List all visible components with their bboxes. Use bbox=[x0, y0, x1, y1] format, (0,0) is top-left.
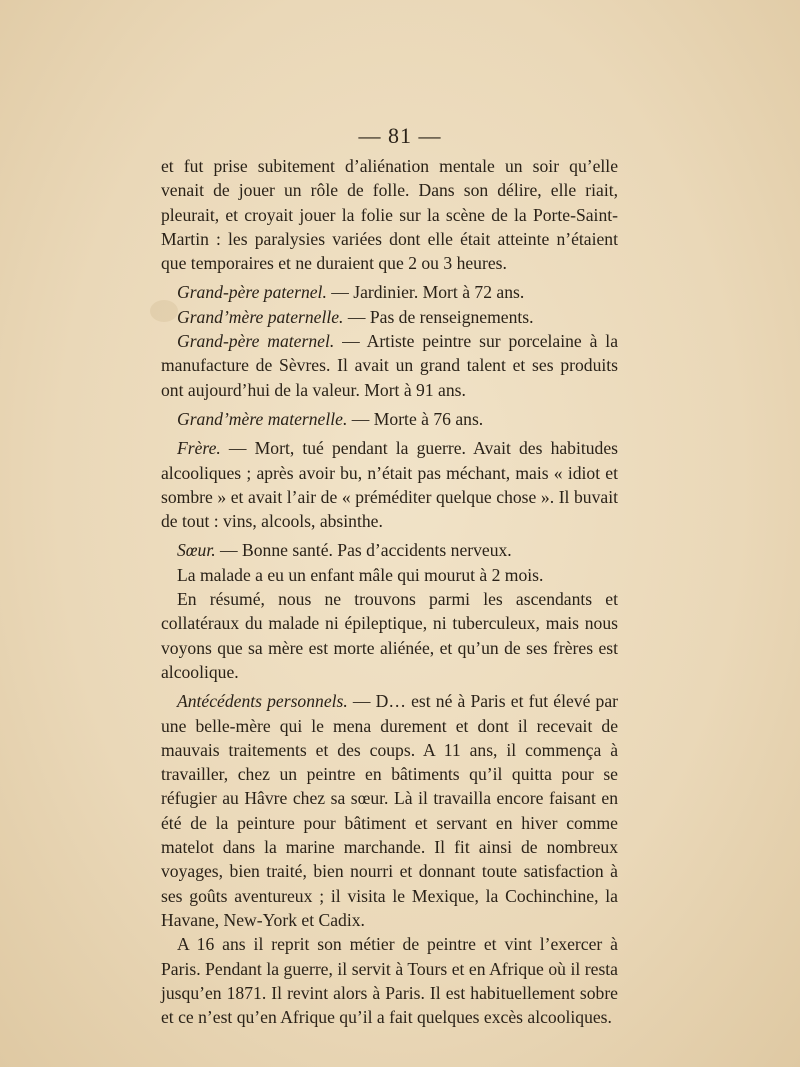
paragraph: Frère. — Mort, tué pendant la guerre. Avait des habitudes alcooliques ; après avoir bu, n’était pas méchant, mais « idiot et sombre » et avait l’air de « préméditer quelque chose ». Il buvait de tout : vins, alcools, absinthe. bbox=[161, 438, 618, 532]
paragraph-heading: Sœur. bbox=[177, 540, 216, 561]
paragraph: Grand-père maternel. — Artiste peintre sur porcelaine à la manufacture de Sèvres. Il avait un grand talent et ses produits ont aujourd’hui de la valeur. Mort à 91 ans. bbox=[161, 331, 618, 400]
paragraph: Sœur. — Bonne santé. Pas d’accidents nerveux. bbox=[177, 540, 512, 561]
paragraph: A 16 ans il reprit son métier de peintre et vint l’exercer à Paris. Pendant la guerre, il servit à Tours et en Afrique où il resta jusqu’en 1871. Il revint alors à Paris. Il est habituellement sobre et ce n’est qu’en Afrique qu’il a fait quelques excès alcooliques. bbox=[161, 934, 618, 1028]
paragraph-heading: Grand-père paternel. bbox=[177, 282, 327, 303]
paragraph: Antécédents personnels. — D… est né à Paris et fut élevé par une belle-mère qui le mena durement et dont il recevait de mauvais traitements et des coups. A 11 ans, il commença à travailler, chez un peintre en bâtiments qu’il quitta pour se réfugier au Hâvre chez sa sœur. Là il travailla encore faisant en été de la peinture pour bâtiment et servant en hiver comme matelot dans la marine marchande. Il fit ainsi de nombreux voyages, bien traité, bien nourri et donnant toute satisfaction à ses goûts aventureux ; il visita le Mexique, la Cochinchine, la Havane, New-York et Cadix. bbox=[161, 691, 619, 930]
paragraph-heading: Frère. bbox=[177, 438, 221, 459]
paragraph: La malade a eu un enfant mâle qui mourut à 2 mois. bbox=[177, 564, 544, 585]
page-number: — 81 — bbox=[358, 123, 442, 148]
body-text bbox=[161, 154, 618, 1029]
paragraph: et fut prise subitement d’aliénation mentale un soir qu’elle venait de jouer un rôle de folle. Dans son délire, elle riait, pleurait, et croyait jouer la folie sur la scène de la Porte-Saint-Martin : les paralysies variées dont elle était atteinte n’étaient que temporaires et ne duraient que 2 ou 3 heures. bbox=[161, 156, 618, 274]
paragraph: Grand’mère paternelle. — Pas de renseignements. bbox=[177, 306, 534, 327]
paragraph: Grand-père paternel. — Jardinier. Mort à 72 ans. bbox=[177, 282, 525, 303]
paragraph-heading: Grand-père maternel. bbox=[177, 331, 335, 352]
paragraph-heading: Grand’mère paternelle. bbox=[177, 306, 344, 327]
paragraph: Grand’mère maternelle. — Morte à 76 ans. bbox=[177, 408, 484, 429]
paragraph-heading: Antécédents personnels. bbox=[177, 691, 348, 712]
paragraph-heading: Grand’mère maternelle. bbox=[177, 408, 348, 429]
paragraph: En résumé, nous ne trouvons parmi les ascendants et collatéraux du malade ni épileptique, ni tuberculeux, mais nous voyons que sa mère est morte aliénée, et qu’un de ses frères est alcoolique. bbox=[161, 589, 618, 682]
